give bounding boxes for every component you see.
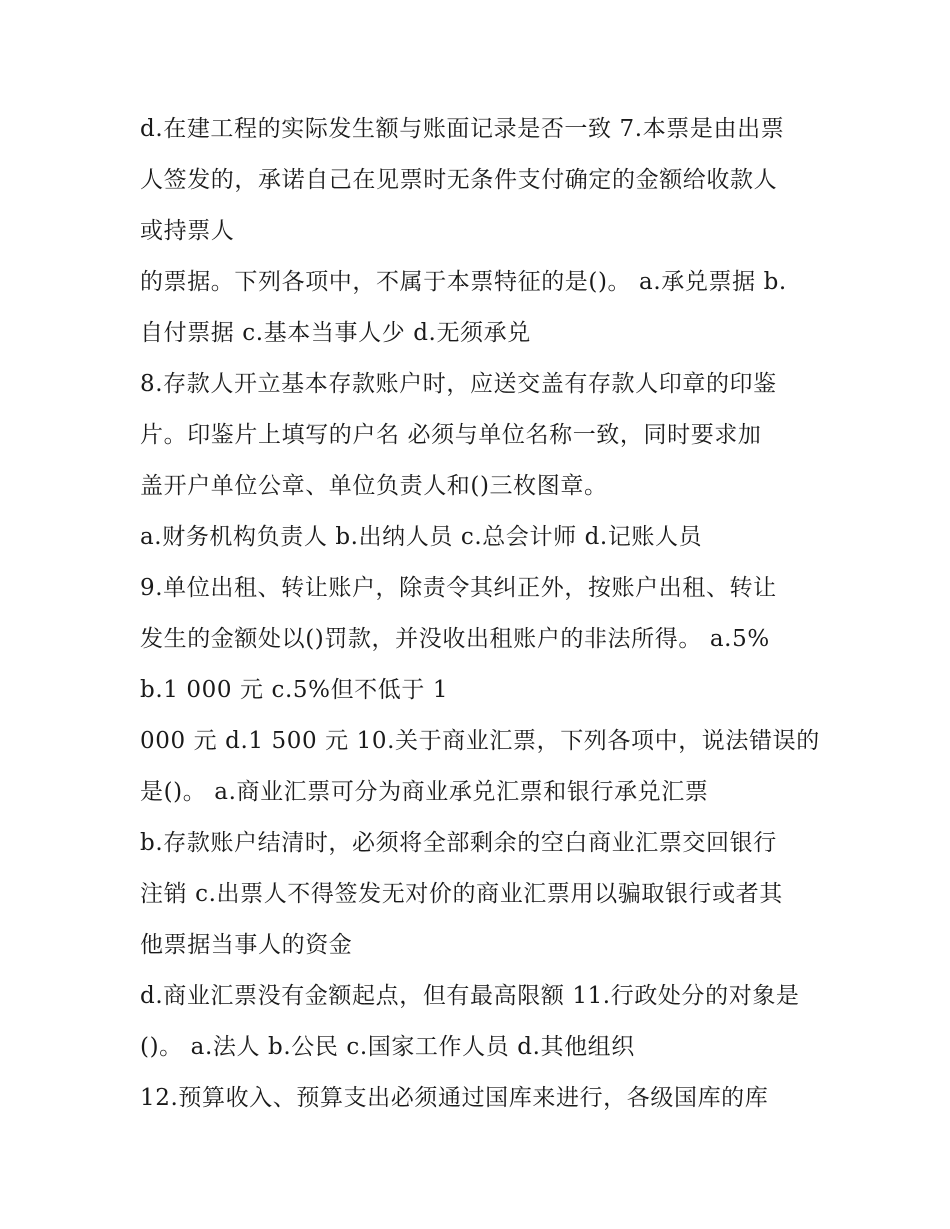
text-line: 8.存款人开立基本存款账户时，应送交盖有存款人印章的印鉴 — [140, 371, 777, 397]
text-line: 的票据。下列各项中，不属于本票特征的是()。 a.承兑票据 b. — [140, 269, 787, 295]
text-line: d.商业汇票没有金额起点，但有最高限额 11.行政处分的对象是 — [140, 983, 800, 1009]
text-line: 发生的金额处以()罚款，并没收出租账户的非法所得。 a.5% — [140, 626, 770, 652]
text-line: a.财务机构负责人 b.出纳人员 c.总会计师 d.记账人员 — [140, 524, 703, 550]
text-line: b.1 000 元 c.5%但不低于 1 — [140, 677, 449, 703]
text-line: 片。印鉴片上填写的户名 必须与单位名称一致，同时要求加 — [140, 422, 762, 448]
text-line: 12.预算收入、预算支出必须通过国库来进行，各级国库的库 — [140, 1085, 769, 1111]
text-line: 注销 c.出票人不得签发无对价的商业汇票用以骗取银行或者其 — [140, 881, 783, 907]
text-line: 或持票人 — [140, 218, 235, 244]
text-line: 人签发的，承诺自己在见票时无条件支付确定的金额给收款人 — [140, 167, 778, 193]
text-line: 是()。 a.商业汇票可分为商业承兑汇票和银行承兑汇票 — [140, 779, 709, 805]
text-line: b.存款账户结清时，必须将全部剩余的空白商业汇票交回银行 — [140, 830, 777, 856]
text-line: 9.单位出租、转让账户，除责令其纠正外，按账户出租、转让 — [140, 575, 777, 601]
text-line: 盖开户单位公章、单位负责人和()三枚图章。 — [140, 473, 608, 499]
text-line: 他票据当事人的资金 — [140, 932, 353, 958]
text-line: ()。 a.法人 b.公民 c.国家工作人员 d.其他组织 — [140, 1034, 635, 1060]
document-body — [140, 110, 830, 1130]
text-line: d.在建工程的实际发生额与账面记录是否一致 7.本票是由出票 — [140, 116, 785, 142]
text-line: 自付票据 c.基本当事人少 d.无须承兑 — [140, 320, 531, 346]
text-line: 000 元 d.1 500 元 10.关于商业汇票，下列各项中，说法错误的 — [140, 728, 820, 754]
